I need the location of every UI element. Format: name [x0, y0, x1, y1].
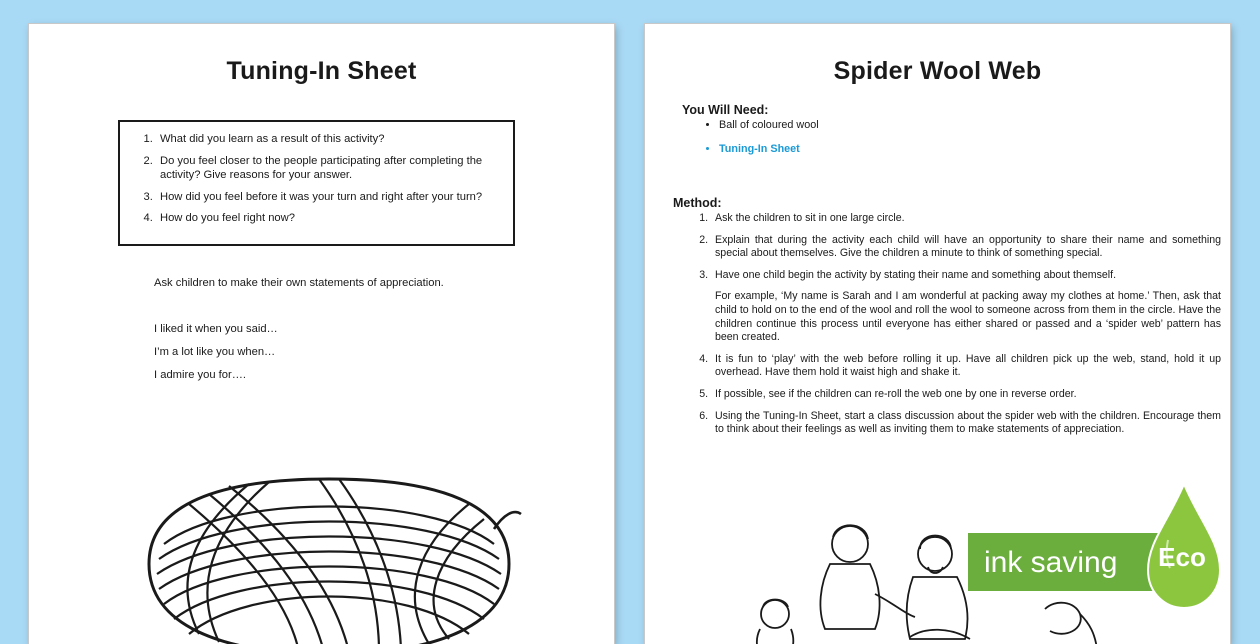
eco-ink-saving-badge: [966, 480, 1236, 620]
step-example: For example, ‘My name is Sarah and I am wonderful at packing away my clothes at home.’ Then, ask that child to hold on to the end of the wool and roll the wool to someone across from them in the circle. Have the children continue this process until everyone has either shared or passed and a ‘spider web’ pattern has been created.: [715, 290, 1221, 344]
method-step: [711, 388, 1221, 402]
method-step: [711, 234, 1221, 261]
tuning-in-sheet-link[interactable]: • Tuning-In Sheet: [719, 143, 819, 155]
question-box: [118, 120, 515, 246]
sentence-stem: I’m a lot like you when…: [154, 346, 276, 358]
appreciation-instruction: Ask children to make their own statements of appreciation.: [154, 277, 444, 289]
step-text: It is fun to ‘play’ with the web before rolling it up. Have all children pick up the web, stand, hold it up overhead. Have them hold it waist high and shake it.: [715, 352, 1221, 379]
method-step: [711, 353, 1221, 380]
question-item: 4. How do you feel right now?: [156, 211, 499, 226]
you-will-need-heading: You Will Need:: [682, 103, 769, 117]
page-title: Tuning-In Sheet: [226, 57, 417, 85]
step-text: Have one child begin the activity by stating their name and something about themself.: [715, 268, 1117, 281]
step-text: Explain that during the activity each child will have an opportunity to share their name and something special about themselves. Give the children a minute to think of something special.: [715, 233, 1221, 260]
ink-saving-label: ink saving: [984, 546, 1118, 579]
method-step: [711, 212, 1221, 226]
page-title: Spider Wool Web: [833, 57, 1042, 85]
method-step: [711, 269, 1221, 345]
question-item: 1. What did you learn as a result of this activity?: [156, 132, 499, 147]
materials-list: [703, 119, 819, 167]
step-text: Ask the children to sit in one large circle.: [715, 212, 905, 224]
sentence-stem: I liked it when you said…: [154, 323, 278, 335]
sentence-stem: I admire you for….: [154, 369, 247, 381]
step-text: Using the Tuning-In Sheet, start a class discussion about the spider web with the children. Encourage them to think about their feelings as well as inviting them to make statements of appreciation.: [715, 409, 1221, 436]
method-heading: Method:: [673, 196, 722, 210]
step-text: If possible, see if the children can re-roll the web one by one in reverse order.: [715, 387, 1077, 400]
eco-word: Eco: [1158, 542, 1206, 572]
question-item: 3. How did you feel before it was your turn and right after your turn?: [156, 190, 499, 205]
tuning-in-sheet-page: [29, 24, 614, 644]
wool-ball-illustration: [129, 474, 529, 644]
question-item: 2. Do you feel closer to the people participating after completing the activity? Give reasons for your answer.: [156, 154, 499, 183]
method-steps: [693, 212, 1221, 445]
material-item: • Ball of coloured wool: [719, 119, 819, 131]
method-step: [711, 410, 1221, 437]
